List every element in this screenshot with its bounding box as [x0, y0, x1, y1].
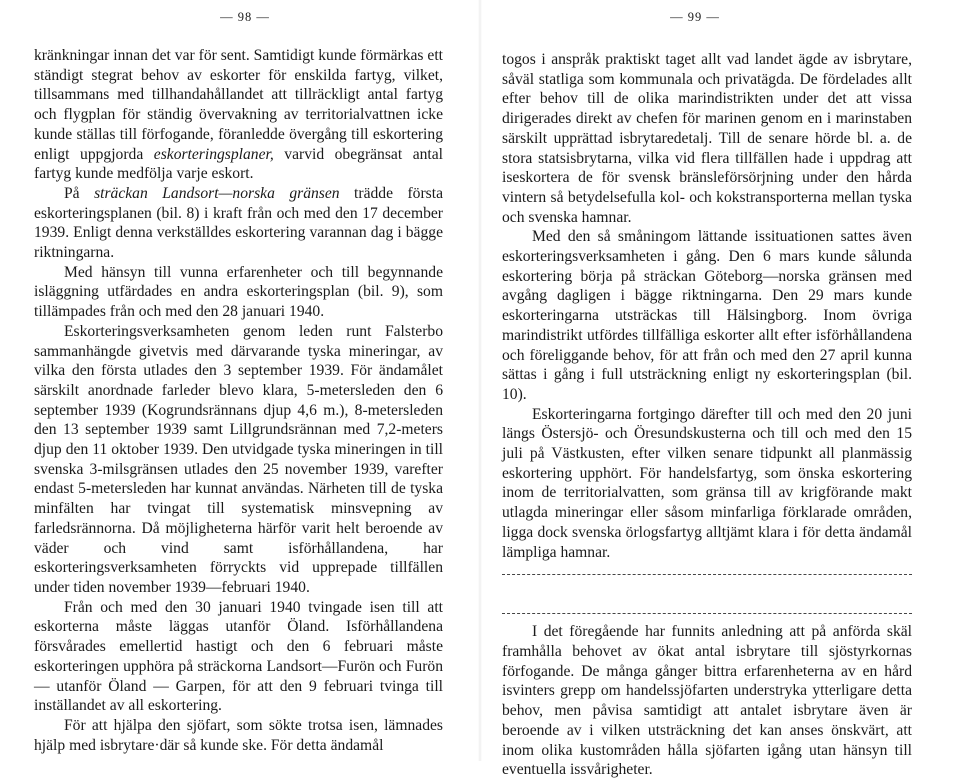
paragraph: Med hänsyn till vunna erfarenheter och till begynnande isläggning utfärdades en andra eskorteringsplan (bil. 9), som tillämpades från och med den 28 januari 1940.	[34, 263, 443, 321]
paragraph: kränkningar innan det var för sent. Samtidigt kunde förmärkas ett ständigt stegrat behov av eskorter för enskilda fartyg, vilket, tillsammans med tillhandahållandet att tillräckligt antal fartyg och flygplan för ständig övervakning av territorialvattnen icke kunde ställas till förfogande, föranledde övergång till eskortering enligt uppgjorda eskorteringsplaner, varvid obegränsat antal fartyg kunde medfölja varje eskort.	[34, 47, 443, 183]
paragraph: För att hjälpa den sjöfart, som sökte trotsa isen, lämnades hjälp med isbrytare·där så kunde ske. För detta ändamål	[34, 716, 443, 754]
page-number: — 99 —	[670, 10, 720, 24]
paragraph: togos i anspråk praktiskt taget allt vad landet ägde av isbrytare, såväl statliga som kommunala och privatägda. De fördelades allt efter behov till de olika marindistrikten under det att vissa dirigerades direkt av chefen för marinen genom en i marinstaben särskilt upprättad isbrytaredetalj. Till de senare hörde bl. a. de stora statsisbrytarna, vilka vid flera tillfällen hade i uppdrag att iseskortera de för svensk bränsleförsörjning under den hårda vintern så betydelsefulla kol- och kokstransporterna mellan tyska och svenska hamnar.	[502, 51, 912, 226]
page-number: — 98 —	[220, 10, 270, 24]
section-separator	[502, 562, 912, 622]
paragraph: Med den så småningom lättande issituationen sattes även eskorteringsverksamheten i gång. Den 6 mars kunde sålunda eskortering börja på sträckan Göteborg—norska gränsen med avgång dagligen i bägge riktningarna. Den 29 mars kunde eskorteringarna utsträckas till Hälsingborg. Inom övriga marindistrikt utfördes tillfälliga eskorter allt efter isförhållandena och föreliggande behov, för att från och med den 27 april kunna sättas i gång i full utsträckning enligt ny eskorteringsplan (bil. 10).	[502, 228, 912, 403]
paragraph: Från och med den 30 januari 1940 tvingade isen till att eskorterna måste läggas utanför Öland. Isförhållandena försvårades emellertid hastigt och den 6 februari måste eskorteringen upphöra på sträckorna Landsort—Furön och Furön — utanför Öland — Garpen, för att den 9 februari tvinga till inställandet av all eskortering.	[34, 598, 443, 715]
text-column	[34, 46, 443, 755]
left-page	[0, 0, 480, 761]
paragraph: På sträckan Landsort—norska gränsen trädde första eskorteringsplanen (bil. 8) i kraft från och med den 17 december 1939. Enligt denna verkställdes eskortering varannan dag i bägge riktningarna.	[34, 184, 443, 262]
text-column	[502, 50, 912, 780]
paragraph: Eskorteringsverksamheten genom leden runt Falsterbo sammanhängde givetvis med därvarande tyska mineringar, av vilka den första utlades den 3 september 1939. För ändamålet särskilt anordnade farleder blevo klara, 5-metersleden den 6 september 1939 (Kogrundsrännans djup 4,6 m.), 8-metersleden den 13 september 1939 samt Lillgrundsrännan med 7,2-meters djup den 11 oktober 1939. Den utvidgade tyska mineringen in till svenska 3-milsgränsen utlades den 25 november 1939, varefter endast 5-metersleden har kunnat användas. Närheten till de tyska minfälten har tvingat till systematisk minsvepning av farledsrännorna. Då möjligheterna härför varit helt beroende av väder och vind samt isförhållandena, har eskorteringsverksamheten förryckts vid upprepade tillfällen under tiden november 1939—februari 1940.	[34, 322, 443, 596]
right-page	[480, 0, 960, 779]
paragraph: I det föregående har funnits anledning att på anförda skäl framhålla behovet av ökat antal isbrytare till sjöstyrkornas förfogande. De många gånger bittra erfarenheterna av en hård isvinters grepp om handelssjöfarten understryka ytterligare detta behov, men påvisa samtidigt att antalet isbrytare även är beroende av i vilken utsträckning det kan anses önskvärt, att inom olika kustområden hålla sjöfarten igång utan hänsyn till eventuella issvårigheter.	[502, 623, 912, 779]
paragraph: Eskorteringarna fortgingo därefter till och med den 20 juni längs Östersjö- och Öresundskusterna och till och med den 15 juli på Västkusten, efter vilken senare tidpunkt all planmässig eskortering upphört. För handelsfartyg, som önska eskortering inom de territorialvatten, som gränsa till av krigförande makt utlagda mineringar eller såsom minfarliga förklarade områden, ligga dock svenska örlogsfartyg alltjämt klara i för detta ändamål lämpliga hamnar.	[502, 405, 912, 561]
